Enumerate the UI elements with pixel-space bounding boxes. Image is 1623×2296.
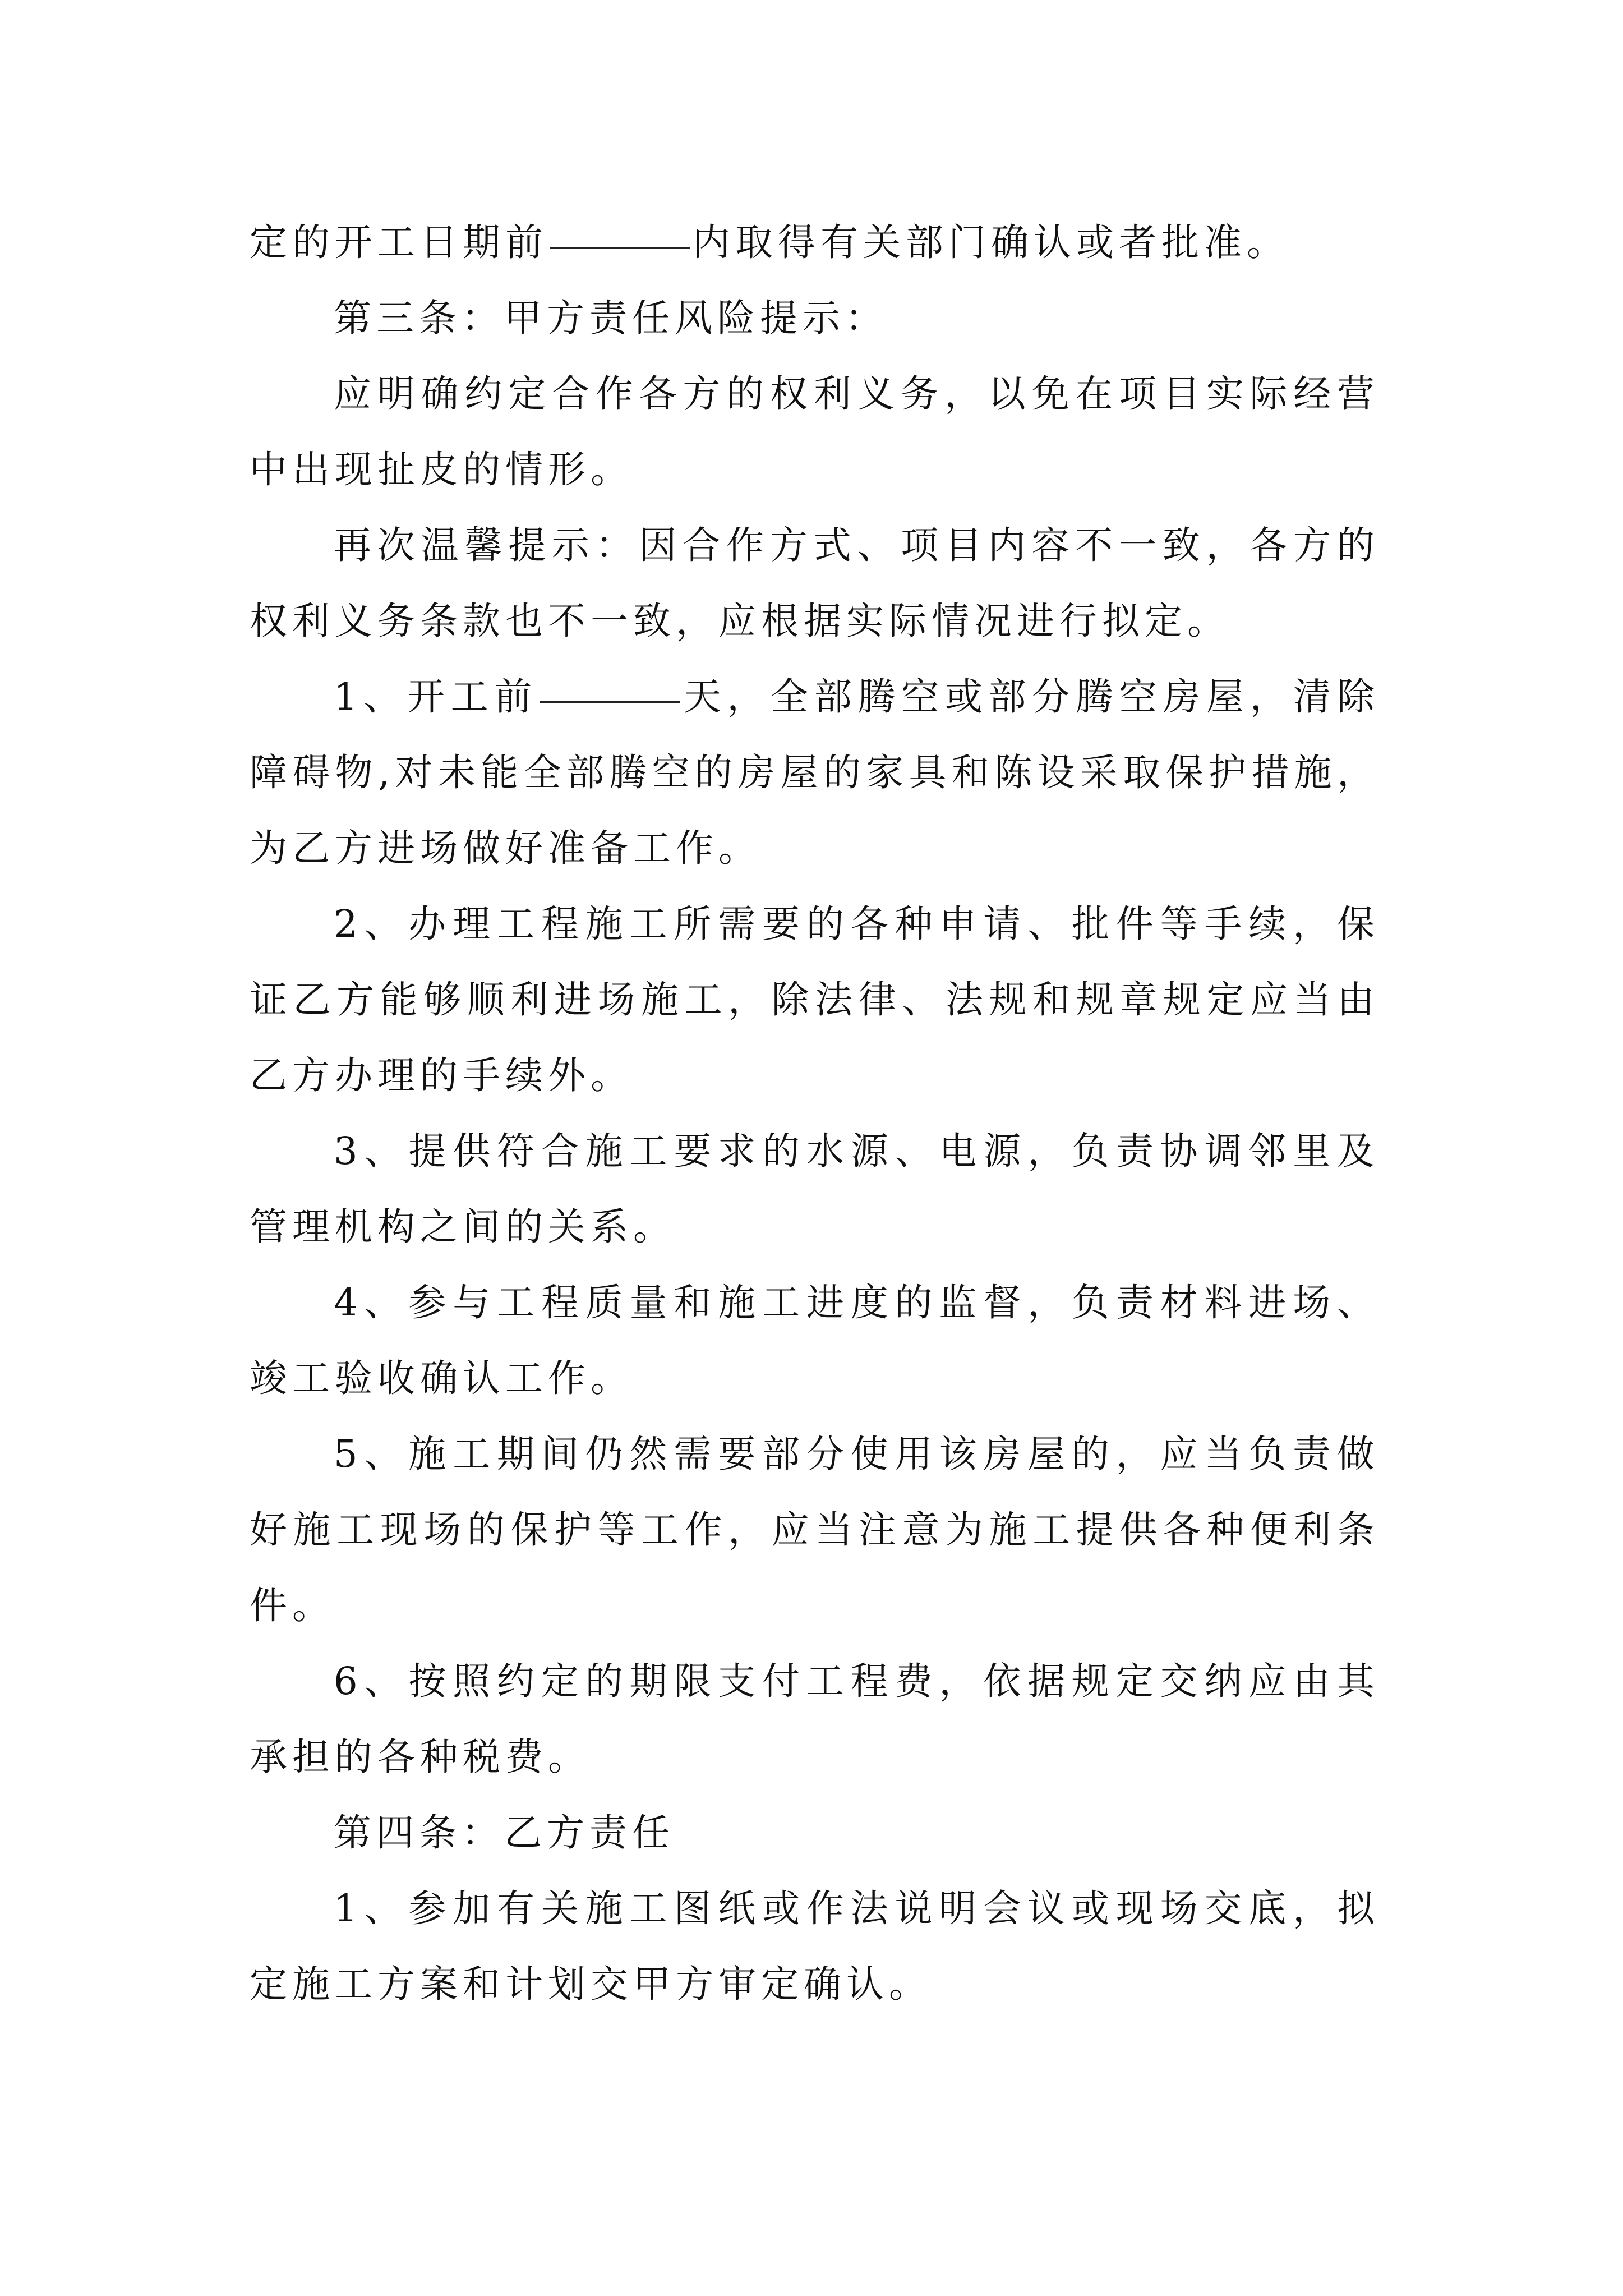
list-item-6: 6、按照约定的期限支付工程费，依据规定交纳应由其承担的各种税费。 — [250, 1659, 1380, 1779]
list-item-4: 4、参与工程质量和施工进度的监督，负责材料进场、竣工验收确认工作。 — [250, 1281, 1380, 1400]
paragraph-text: 天，全部腾空或部分腾空房屋，清除障碍物,对未能全部腾空的房屋的家具和陈设采取保护措施，为乙方进场做好准备工作。 — [250, 675, 1380, 870]
paragraph-reminder: 再次温馨提示：因合作方式、项目内容不一致，各方的权利义务条款也不一致，应根据实际情况进行拟定。 — [250, 523, 1380, 643]
document-body — [250, 205, 1380, 2022]
paragraph-text: 内取得有关部门确认或者批准。 — [693, 220, 1289, 264]
list-item-3: 3、提供符合施工要求的水源、电源，负责协调邻里及管理机构之间的关系。 — [250, 1129, 1380, 1249]
clause-heading-3: 第三条：甲方责任风险提示： — [334, 296, 888, 340]
paragraph-risk-note: 应明确约定合作各方的权利义务，以免在项目实际经营中出现扯皮的情形。 — [250, 372, 1380, 491]
list-item-5: 5、施工期间仍然需要部分使用该房屋的，应当负责做好施工现场的保护等工作，应当注意为施工提供各种便利条件。 — [250, 1432, 1380, 1627]
fill-in-blank — [550, 246, 690, 249]
paragraph-text: 1、开工前 — [334, 675, 538, 719]
paragraph-text: 定的开工日期前 — [250, 220, 548, 264]
list-item-1 — [250, 659, 1380, 886]
list-item-b1: 1、参加有关施工图纸或作法说明会议或现场交底，拟定施工方案和计划交甲方审定确认。 — [250, 1887, 1380, 2006]
paragraph-start-date — [250, 205, 1380, 280]
list-item-2: 2、办理工程施工所需要的各种申请、批件等手续，保证乙方能够顺利进场施工，除法律、法规和规章规定应当由乙方办理的手续外。 — [250, 902, 1380, 1097]
clause-heading-4: 第四条：乙方责任 — [334, 1811, 675, 1855]
fill-in-blank — [540, 701, 680, 703]
